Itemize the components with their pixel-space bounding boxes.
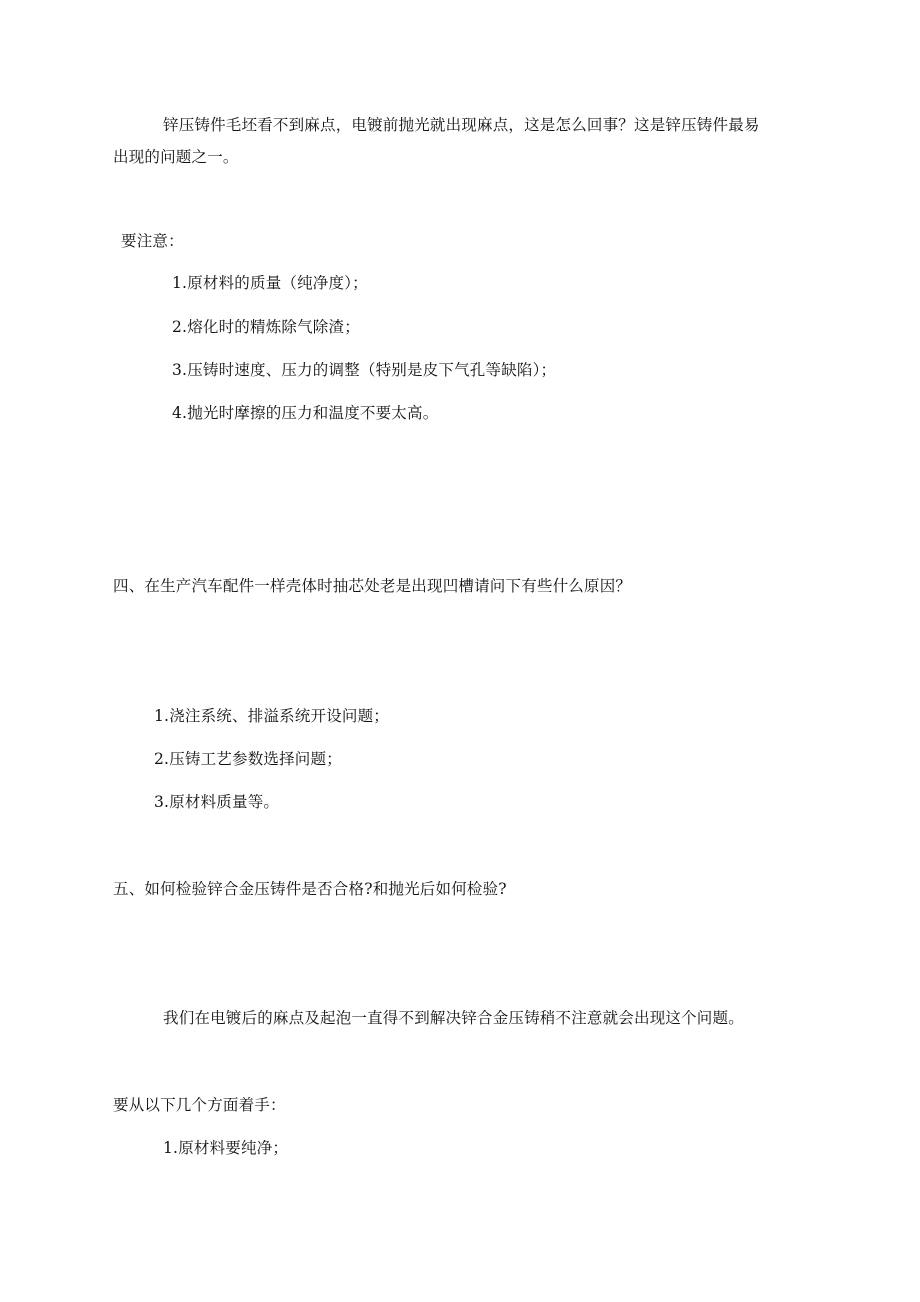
section-4-item-3: 3.原材料质量等。 xyxy=(154,793,280,811)
notes-item-2: 2.熔化时的精炼除气除渣； xyxy=(172,318,360,336)
approach-heading: 要从以下几个方面着手： xyxy=(113,1096,286,1114)
notes-heading: 要注意： xyxy=(121,232,184,250)
section-4-heading: 四、在生产汽车配件一样壳体时抽芯处老是出现凹槽请问下有些什么原因？ xyxy=(113,577,632,595)
intro-line-2: 出现的问题之一。 xyxy=(113,148,239,166)
section-5-heading: 五、如何检验锌合金压铸件是否合格?和抛光后如何检验? xyxy=(113,880,507,898)
section-4-item-1: 1.浇注系统、排溢系统开设问题； xyxy=(154,707,389,725)
notes-item-4: 4.抛光时摩擦的压力和温度不要太高。 xyxy=(172,404,439,422)
intro-line-1: 锌压铸件毛坯看不到麻点，电镀前抛光就出现麻点，这是怎么回事？这是锌压铸件最易 xyxy=(163,116,760,134)
section-5-paragraph: 我们在电镀后的麻点及起泡一直得不到解决锌合金压铸稍不注意就会出现这个问题。 xyxy=(163,1009,744,1027)
approach-item-1: 1.原材料要纯净； xyxy=(163,1139,289,1157)
notes-item-3: 3.压铸时速度、压力的调整（特别是皮下气孔等缺陷）； xyxy=(172,361,557,379)
section-4-item-2: 2.压铸工艺参数选择问题； xyxy=(154,750,342,768)
notes-item-1: 1.原材料的质量（纯净度）； xyxy=(172,274,368,292)
